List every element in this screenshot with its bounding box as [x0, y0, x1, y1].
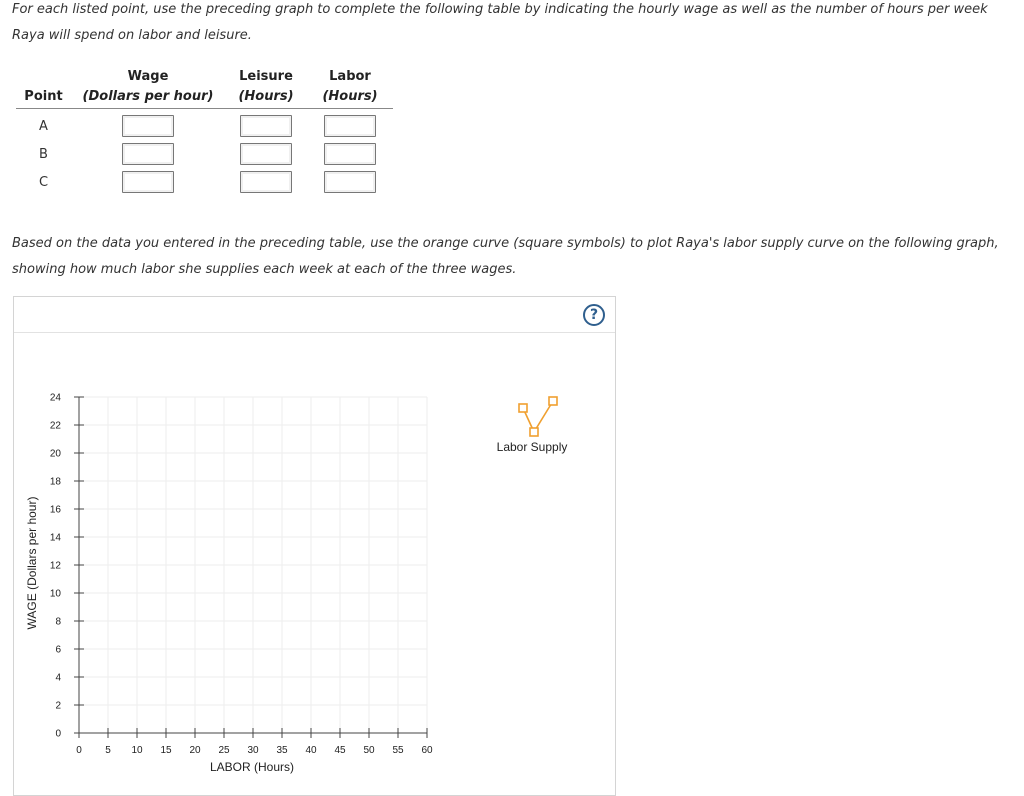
table-row	[16, 168, 393, 196]
header-leisure: Leisure	[239, 69, 293, 84]
leisure-input-a[interactable]	[240, 115, 292, 137]
x-axis-title: LABOR (Hours)	[209, 760, 295, 774]
leisure-input-c[interactable]	[240, 171, 292, 193]
instructions-graph: Based on the data you entered in the preceding table, use the orange curve (square symbols) to plot Raya's labor supply curve on the following graph, showing how much labor she supplies each week at each of the three wages.	[12, 236, 999, 277]
x-tick-label: 25	[218, 745, 230, 756]
y-tick-label: 24	[49, 392, 61, 404]
x-tick-label: 0	[76, 745, 82, 756]
y-axis-title: WAGE (Dollars per hour)	[25, 496, 39, 630]
y-tick-label: 12	[49, 560, 61, 572]
wage-labor-table	[16, 60, 393, 196]
wage-input-a[interactable]	[122, 115, 174, 137]
labor-input-b[interactable]	[324, 143, 376, 165]
point-label: B	[39, 146, 48, 162]
y-tick-label: 18	[49, 476, 61, 488]
y-tick-label: 16	[49, 504, 61, 516]
x-tick-label: 45	[334, 745, 346, 756]
leisure-input-b[interactable]	[240, 143, 292, 165]
legend-label-labor-supply: Labor Supply	[496, 440, 568, 454]
point-label: C	[38, 174, 49, 190]
x-tick-label: 55	[392, 745, 404, 756]
header-labor: Labor	[329, 69, 371, 84]
wage-input-b[interactable]	[122, 143, 174, 165]
y-tick-label: 2	[55, 700, 61, 712]
labor-input-a[interactable]	[324, 115, 376, 137]
help-icon[interactable]: ?	[583, 304, 605, 326]
wage-input-c[interactable]	[122, 171, 174, 193]
x-tick-label: 35	[276, 745, 288, 756]
y-tick-label: 10	[49, 588, 61, 600]
instructions-table: For each listed point, use the preceding graph to complete the following table by indicating the hourly wage as well as the number of hours per week Raya will spend on labor and leisure.	[12, 2, 988, 43]
table-row	[16, 109, 393, 141]
point-label: A	[39, 118, 48, 134]
y-tick-label: 4	[55, 672, 61, 684]
x-tick-label: 40	[305, 745, 317, 756]
y-tick-label: 20	[49, 448, 61, 460]
labor-input-c[interactable]	[324, 171, 376, 193]
x-tick-label: 30	[247, 745, 259, 756]
table-row	[16, 140, 393, 168]
header-point-spacer	[16, 60, 71, 84]
header-wage: Wage	[127, 69, 169, 84]
header-wage-unit: (Dollars per hour)	[71, 84, 225, 109]
chart-grid	[79, 397, 427, 733]
y-tick-label: 0	[55, 728, 61, 740]
header-leisure-unit: (Hours)	[225, 84, 307, 109]
graph-panel	[13, 296, 616, 796]
x-tick-label: 50	[363, 745, 375, 756]
y-tick-label: 6	[55, 644, 61, 656]
y-tick-label: 14	[49, 532, 61, 544]
labor-supply-tool-icon[interactable]	[502, 396, 562, 442]
x-tick-label: 20	[189, 745, 201, 756]
y-tick-label: 8	[55, 616, 61, 628]
x-ticks	[76, 728, 433, 756]
x-tick-label: 60	[421, 745, 433, 756]
x-tick-label: 5	[105, 745, 111, 756]
x-tick-label: 15	[160, 745, 172, 756]
header-point: Point	[16, 84, 71, 109]
x-tick-label: 10	[131, 745, 143, 756]
header-labor-unit: (Hours)	[307, 84, 393, 109]
labor-supply-chart[interactable]	[14, 297, 617, 787]
y-tick-label: 22	[49, 420, 61, 432]
legend	[492, 396, 572, 454]
